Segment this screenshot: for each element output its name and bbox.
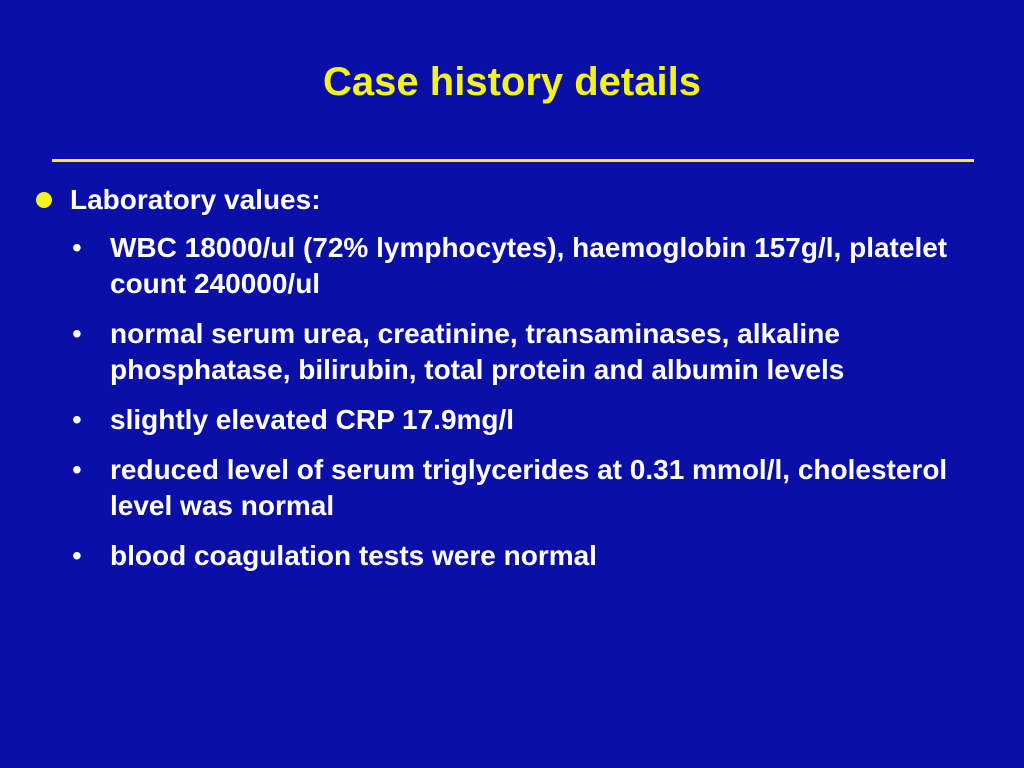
- list-item: [70, 230, 1010, 302]
- list-item-text: WBC 18000/ul (72% lymphocytes), haemoglobin 157g/l, platelet count 240000/ul: [110, 232, 948, 299]
- list-item: [70, 402, 1010, 438]
- bullet-icon: •: [72, 232, 82, 263]
- bullet-icon: •: [72, 404, 82, 435]
- slide-title: Case history details: [323, 60, 701, 104]
- bullet-icon: •: [72, 454, 82, 485]
- list-item-text: blood coagulation tests were normal: [110, 540, 597, 571]
- title-divider: [52, 159, 974, 162]
- list-item: [70, 452, 1010, 524]
- list-item: [70, 316, 1010, 388]
- lab-values-list: [70, 230, 1010, 588]
- list-item-text: normal serum urea, creatinine, transaminases, alkaline phosphatase, bilirubin, total protein and albumin levels: [110, 318, 845, 385]
- list-item-text: reduced level of serum triglycerides at 0.31 mmol/l, cholesterol level was normal: [110, 454, 948, 521]
- list-item: [70, 538, 1010, 574]
- bullet-icon: •: [72, 540, 82, 571]
- bullet-dot-icon: [36, 192, 52, 208]
- bullet-icon: •: [72, 318, 82, 349]
- list-item-text: slightly elevated CRP 17.9mg/l: [110, 404, 515, 435]
- main-bullet-text: Laboratory values:: [70, 184, 321, 215]
